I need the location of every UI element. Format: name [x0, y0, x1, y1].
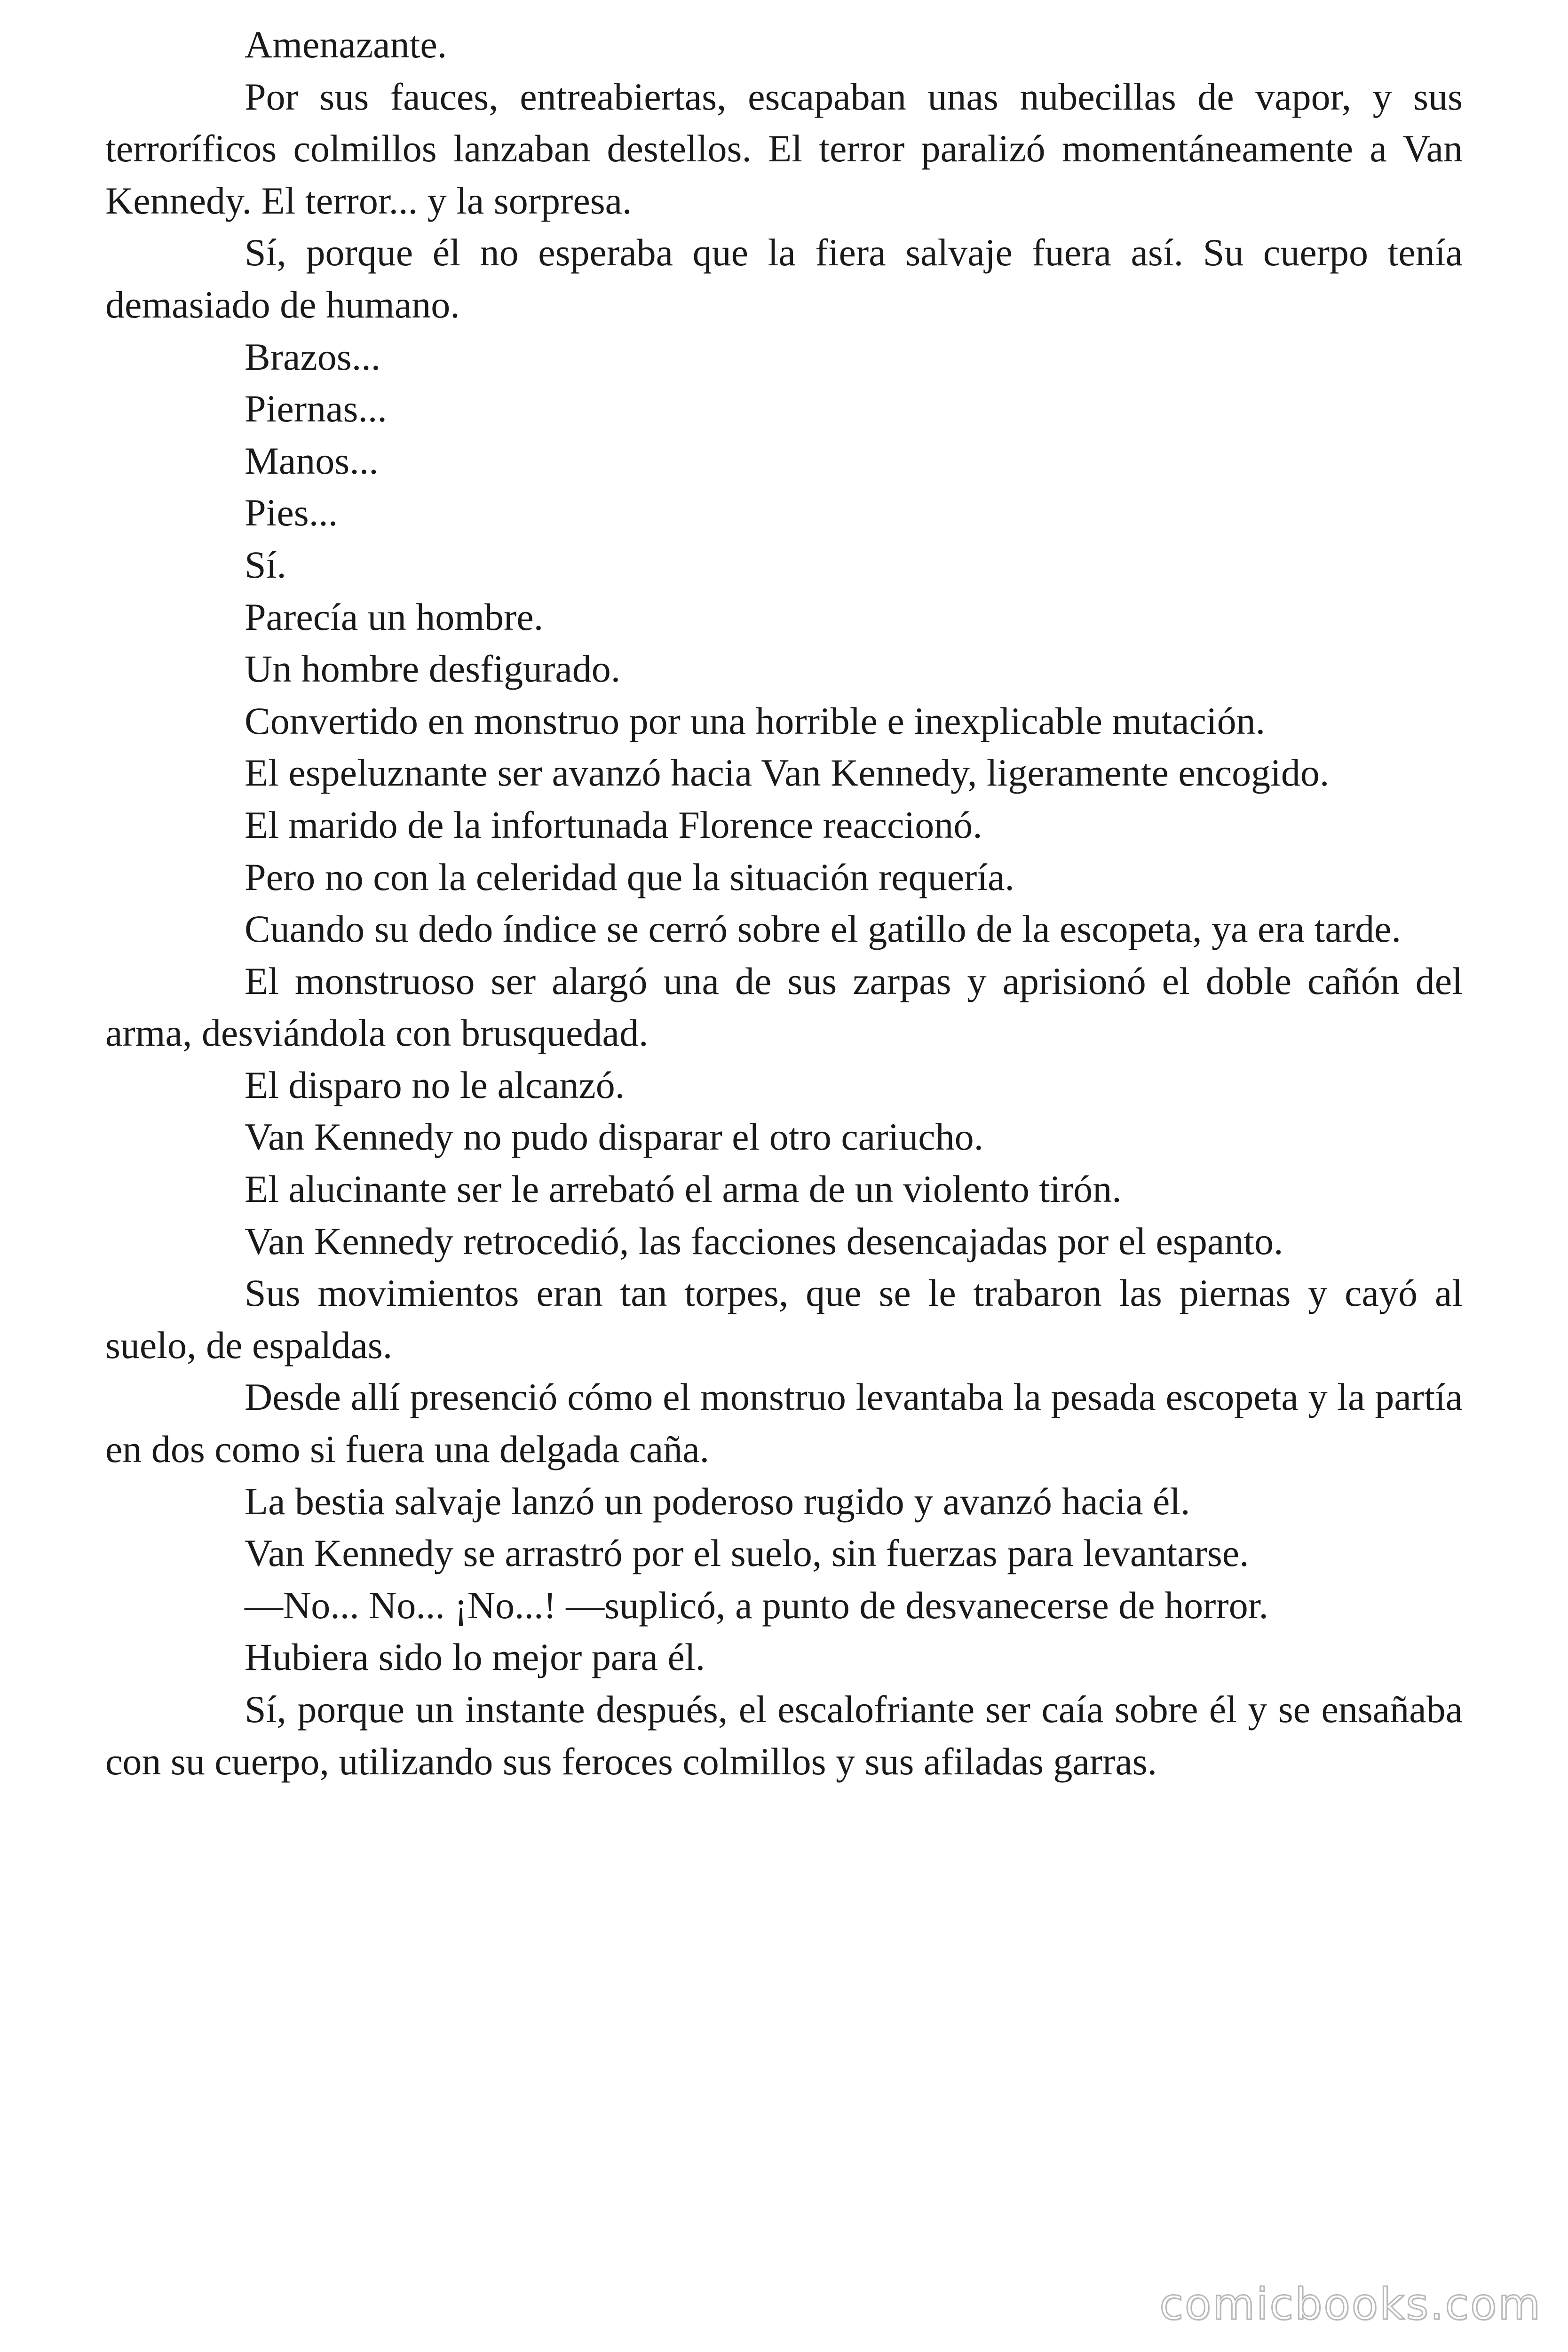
paragraph: Desde allí presenció cómo el monstruo levantaba la pesada escopeta y la partía en dos como si fuera una delgada caña.	[105, 1375, 1463, 1471]
paragraph: Amenazante.	[245, 23, 447, 66]
paragraph: Van Kennedy se arrastró por el suelo, sin fuerzas para levantarse.	[245, 1532, 1249, 1575]
paragraph: El monstruoso ser alargó una de sus zarpas y aprisionó el doble cañón del arma, desviándola con brusquedad.	[105, 959, 1463, 1055]
paragraph: Convertido en monstruo por una horrible e inexplicable mutación.	[245, 699, 1266, 742]
paragraph: Sus movimientos eran tan torpes, que se le trabaron las piernas y cayó al suelo, de espaldas.	[105, 1271, 1463, 1367]
paragraph: Cuando su dedo índice se cerró sobre el gatillo de la escopeta, ya era tarde.	[245, 907, 1401, 951]
paragraph: El alucinante ser le arrebató el arma de un violento tirón.	[245, 1168, 1122, 1211]
paragraph: Pies...	[245, 491, 338, 534]
paragraph: El marido de la infortunada Florence reaccionó.	[245, 803, 982, 846]
paragraph: Parecía un hombre.	[245, 595, 544, 638]
paragraph: La bestia salvaje lanzó un poderoso rugido y avanzó hacia él.	[245, 1479, 1190, 1523]
paragraph: Brazos...	[245, 335, 381, 378]
paragraph: —No... No... ¡No...! —suplicó, a punto de desvanecerse de horror.	[245, 1583, 1269, 1627]
paragraph: Por sus fauces, entreabiertas, escapaban unas nubecillas de vapor, y sus terroríficos colmillos lanzaban destellos. El terror paralizó momentáneamente a Van Kennedy. El terror... y la sorpresa.	[105, 75, 1463, 222]
paragraph: Piernas...	[245, 387, 387, 430]
paragraph: Manos...	[245, 439, 379, 482]
paragraph: Un hombre desfigurado.	[245, 647, 621, 691]
page-body	[105, 19, 1463, 1788]
paragraph: Pero no con la celeridad que la situación requería.	[245, 855, 1015, 898]
paragraph: Sí, porque un instante después, el escalofriante ser caía sobre él y se ensañaba con su cuerpo, utilizando sus feroces colmillos y sus afiladas garras.	[105, 1688, 1463, 1783]
paragraph: Van Kennedy no pudo disparar el otro cariucho.	[245, 1115, 984, 1159]
paragraph: Hubiera sido lo mejor para él.	[245, 1636, 705, 1679]
paragraph: El disparo no le alcanzó.	[245, 1063, 625, 1106]
paragraph: Van Kennedy retrocedió, las facciones desencajadas por el espanto.	[245, 1219, 1283, 1263]
paragraph: Sí, porque él no esperaba que la fiera salvaje fuera así. Su cuerpo tenía demasiado de humano.	[105, 231, 1463, 326]
watermark-text: comicbooks.com	[1159, 2279, 1542, 2329]
paragraph: Sí.	[245, 543, 286, 586]
paragraph: El espeluznante ser avanzó hacia Van Kennedy, ligeramente encogido.	[245, 751, 1330, 795]
